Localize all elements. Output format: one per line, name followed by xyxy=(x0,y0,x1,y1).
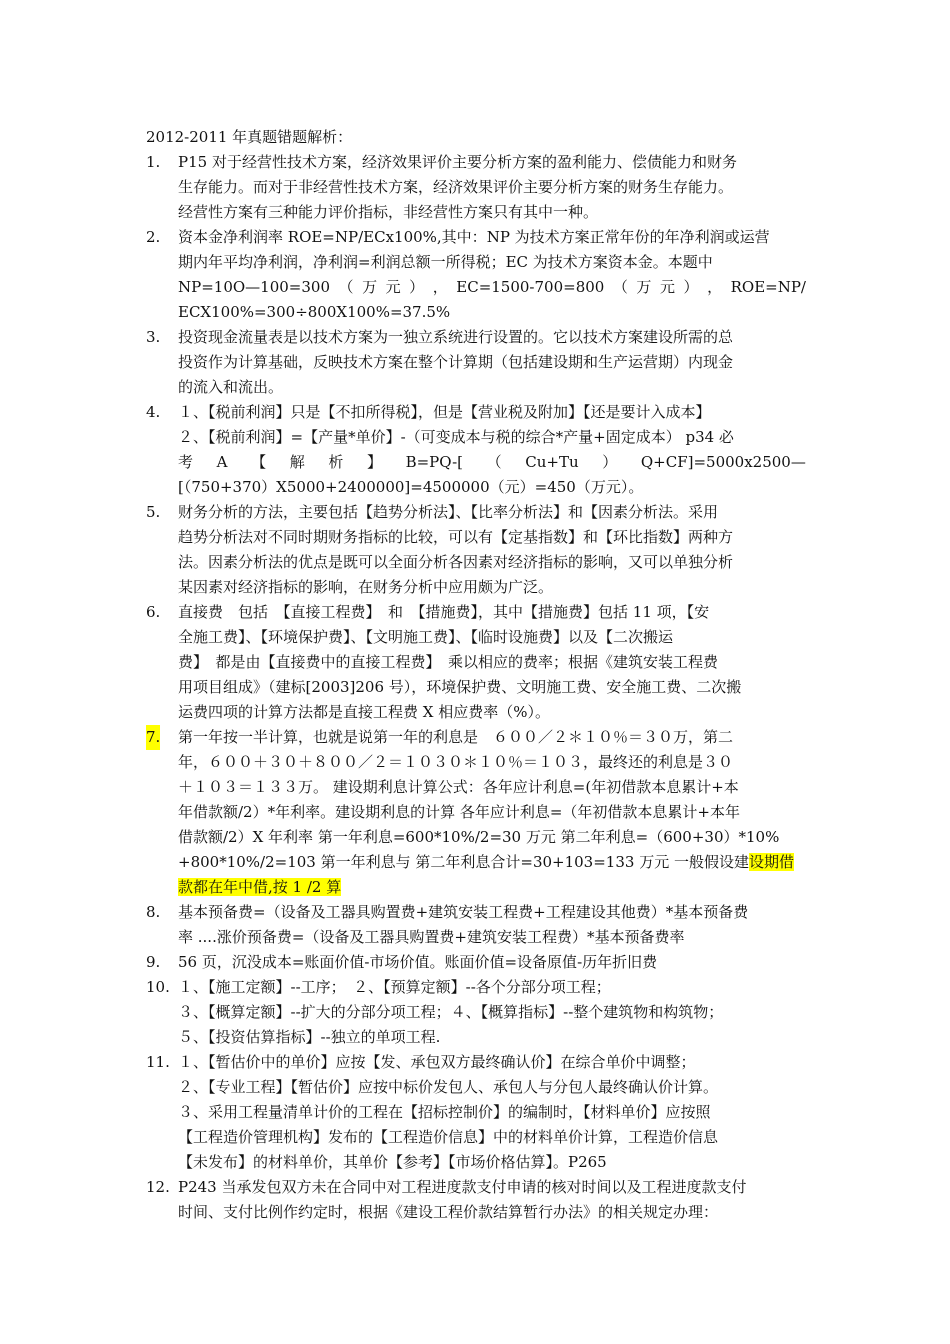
item-text-line: 投资现金流量表是以技术方案为一独立系统进行设置的。它以技术方案建设所需的总 xyxy=(178,328,734,346)
list-item xyxy=(146,500,806,600)
item-text-line: 法。因素分析法的优点是既可以全面分析各因素对经济指标的影响，又可以单独分析 xyxy=(178,553,734,571)
justified-token: 元 xyxy=(659,278,675,296)
item-text-line: 用项目组成》（建标[2003]206 号），环境保护费、文明施工费、安全施工费、二次搬 xyxy=(178,678,742,696)
item-number: 1. xyxy=(146,153,161,171)
justified-token: ） xyxy=(683,278,699,296)
item-text-line: 生存能力。而对于非经营性技术方案，经济效果评价主要分析方案的财务生存能力。 xyxy=(178,178,734,196)
item-number: 4. xyxy=(146,403,161,421)
list-item xyxy=(146,325,806,400)
answer-list xyxy=(146,150,806,1225)
justified-token: A xyxy=(216,453,228,471)
item-text-line: ＋１０３＝１３３万。 建设期利息计算公式：各年应计利息=(年初借款本息累计+本 xyxy=(178,778,739,796)
item-text-line: 费】 都是由【直接费中的直接工程费】 乘以相应的费率；根据《建筑安装工程费 xyxy=(178,653,719,671)
justified-token: NP=10O—100=300 xyxy=(178,278,330,296)
item-text-line: 时间、支付比例作约定时，根据《建设工程价款结算暂行办法》的相关规定办理： xyxy=(178,1203,719,1221)
item-text-line: +800*10%/2=103 第一年利息与 第二年利息合计=30+103=133 万元 一般假设建设期借 xyxy=(178,853,794,871)
item-text-line: ２、【税前利润】=【产量*单价】-（可变成本与税的综合*产量+固定成本） p34 必 xyxy=(178,428,734,446)
item-text-line-justified xyxy=(178,450,806,475)
list-item xyxy=(146,975,806,1050)
item-number: 8. xyxy=(146,903,161,921)
item-text-line: 全施工费】、【环境保护费】、【文明施工费】、【临时设施费】以及【二次搬运 xyxy=(178,628,674,646)
item-text-line: ２、【专业工程】【暂估价】应按中标价发包人、承包人与分包人最终确认价计算。 xyxy=(178,1078,719,1096)
item-number: 11. xyxy=(146,1053,170,1071)
item-text-line: P243 当承发包双方未在合同中对工程进度款支付申请的核对时间以及工程进度款支付 xyxy=(178,1178,747,1196)
item-text-line: 【未发布】的材料单价，其单价【参考】【市场价格估算】。P265 xyxy=(178,1153,607,1171)
item-text-line: 财务分析的方法，主要包括【趋势分析法】、【比率分析法】和【因素分析法。采用 xyxy=(178,503,719,521)
item-number: 9. xyxy=(146,953,161,971)
item-text-line: ３、采用工程量清单计价的工程在【招标控制价】的编制时，【材料单价】应按照 xyxy=(178,1103,711,1121)
list-item xyxy=(146,400,806,500)
justified-token: B=PQ-[ xyxy=(405,453,464,471)
item-text-line: 运费四项的计算方法都是直接工程费 X 相应费率（%）。 xyxy=(178,703,550,721)
justified-token: ， xyxy=(707,278,723,296)
list-item xyxy=(146,1175,806,1225)
item-text-line: １、【税前利润】只是【不扣所得税】，但是【营业税及附加】【还是要计入成本】 xyxy=(178,403,711,421)
item-text-line: ３、【概算定额】--扩大的分部分项工程；４、【概算指标】--整个建筑物和构筑物； xyxy=(178,1003,724,1021)
item-text-line: 资本金净利润率 ROE=NP/ECx100%,其中：NP 为技术方案正常年份的年净利润或运营 xyxy=(178,228,770,246)
item-text-line: 借款额/2）X 年利率 第一年利息=600*10%/2=30 万元 第二年利息=（600+30）*10% xyxy=(178,828,780,846)
item-text-line: P15 对于经营性技术方案，经济效果评价主要分析方案的盈利能力、偿债能力和财务 xyxy=(178,153,737,171)
item-number: 2. xyxy=(146,228,161,246)
justified-token: 析 xyxy=(328,453,344,471)
list-item xyxy=(146,950,806,975)
list-item xyxy=(146,150,806,225)
justified-token: 【 xyxy=(251,453,267,471)
item-text-line: 某因素对经济指标的影响，在财务分析中应用颇为广泛。 xyxy=(178,578,554,596)
item-text-line: 直接费 包括 【直接工程费】 和 【措施费】，其中【措施费】包括 11 项，【安 xyxy=(178,603,710,621)
item-text-line: 的流入和流出。 xyxy=(178,378,284,396)
item-text-line: 年，６００＋３０＋８００／２＝１０３０＊１０％＝１０３，最终还的利息是３０ xyxy=(178,753,734,771)
justified-token: ） xyxy=(409,278,425,296)
item-text-line: 【工程造价管理机构】发布的【工程造价信息】中的材料单价计算，工程造价信息 xyxy=(178,1128,719,1146)
list-item xyxy=(146,225,806,325)
list-item xyxy=(146,900,806,950)
list-item xyxy=(146,600,806,725)
item-number: 6. xyxy=(146,603,161,621)
item-text-line: 期内年平均净利润，净利润=利润总额一所得税；EC 为技术方案资本金。本题中 xyxy=(178,253,713,271)
item-number: 3. xyxy=(146,328,161,346)
item-text-line: 56 页，沉没成本=账面价值-市场价值。账面价值=设备原值-历年折旧费 xyxy=(178,953,658,971)
item-text-line: 基本预备费=（设备及工器具购置费+建筑安装工程费+工程建设其他费）*基本预备费 xyxy=(178,903,749,921)
justified-token: ） xyxy=(602,453,618,471)
justified-token: 元 xyxy=(385,278,401,296)
item-text-line: 经营性方案有三种能力评价指标，非经营性方案只有其中一种。 xyxy=(178,203,599,221)
justified-token: Cu+Tu xyxy=(525,453,579,471)
item-text-line: [（750+370）X5000+2400000]=4500000（元）=450（万元）。 xyxy=(178,478,644,496)
highlighted-text: 款都在年中借,按 1 /2 算 xyxy=(178,878,342,896)
highlighted-text: 设期借 xyxy=(748,853,794,871)
item-text-line: 第一年按一半计算，也就是说第一年的利息是 ６００／２＊１０％＝３０万，第二 xyxy=(178,728,734,746)
justified-token: EC=1500-700=800 xyxy=(456,278,605,296)
justified-token: ， xyxy=(432,278,448,296)
item-number: 12. xyxy=(146,1178,170,1196)
item-text-line: ECX100%=300÷800X100%=37.5% xyxy=(178,303,451,321)
item-text-line xyxy=(178,875,806,900)
justified-token: 考 xyxy=(178,453,194,471)
list-item xyxy=(146,725,806,900)
justified-token: 】 xyxy=(366,453,382,471)
justified-token: 解 xyxy=(289,453,305,471)
justified-token: ROE=NP/ xyxy=(730,278,806,296)
justified-token: 万 xyxy=(362,278,378,296)
item-number: 5. xyxy=(146,503,161,521)
item-text-line: １、【暂估价中的单价】应按【发、承包双方最终确认价】在综合单价中调整； xyxy=(178,1053,696,1071)
item-text-line: 率 ....涨价预备费=（设备及工器具购置费+建筑安装工程费）*基本预备费率 xyxy=(178,928,685,946)
item-text-line: 年借款额/2）*年利率。建设期利息的计算 各年应计利息=（年初借款本息累计+本年 xyxy=(178,803,741,821)
justified-token: （ xyxy=(486,453,502,471)
item-text-line: １、【施工定额】--工序； ２、【预算定额】--各个分部分项工程； xyxy=(178,978,611,996)
item-text-line: 趋势分析法对不同时期财务指标的比较，可以有【定基指数】和【环比指数】两种方 xyxy=(178,528,734,546)
justified-token: （ xyxy=(338,278,354,296)
justified-token: （ xyxy=(612,278,628,296)
list-item xyxy=(146,1050,806,1175)
item-text-line-justified xyxy=(178,275,806,300)
item-text-line: ５、【投资估算指标】--独立的单项工程. xyxy=(178,1028,441,1046)
document-title: 2012-2011 年真题错题解析： xyxy=(146,128,353,146)
item-number: 10. xyxy=(146,978,170,996)
item-number: 7. xyxy=(146,725,160,750)
item-text-line: 投资作为计算基础，反映技术方案在整个计算期（包括建设期和生产运营期）内现金 xyxy=(178,353,734,371)
justified-token: 万 xyxy=(636,278,652,296)
justified-token: Q+CF]=5000x2500— xyxy=(640,453,806,471)
